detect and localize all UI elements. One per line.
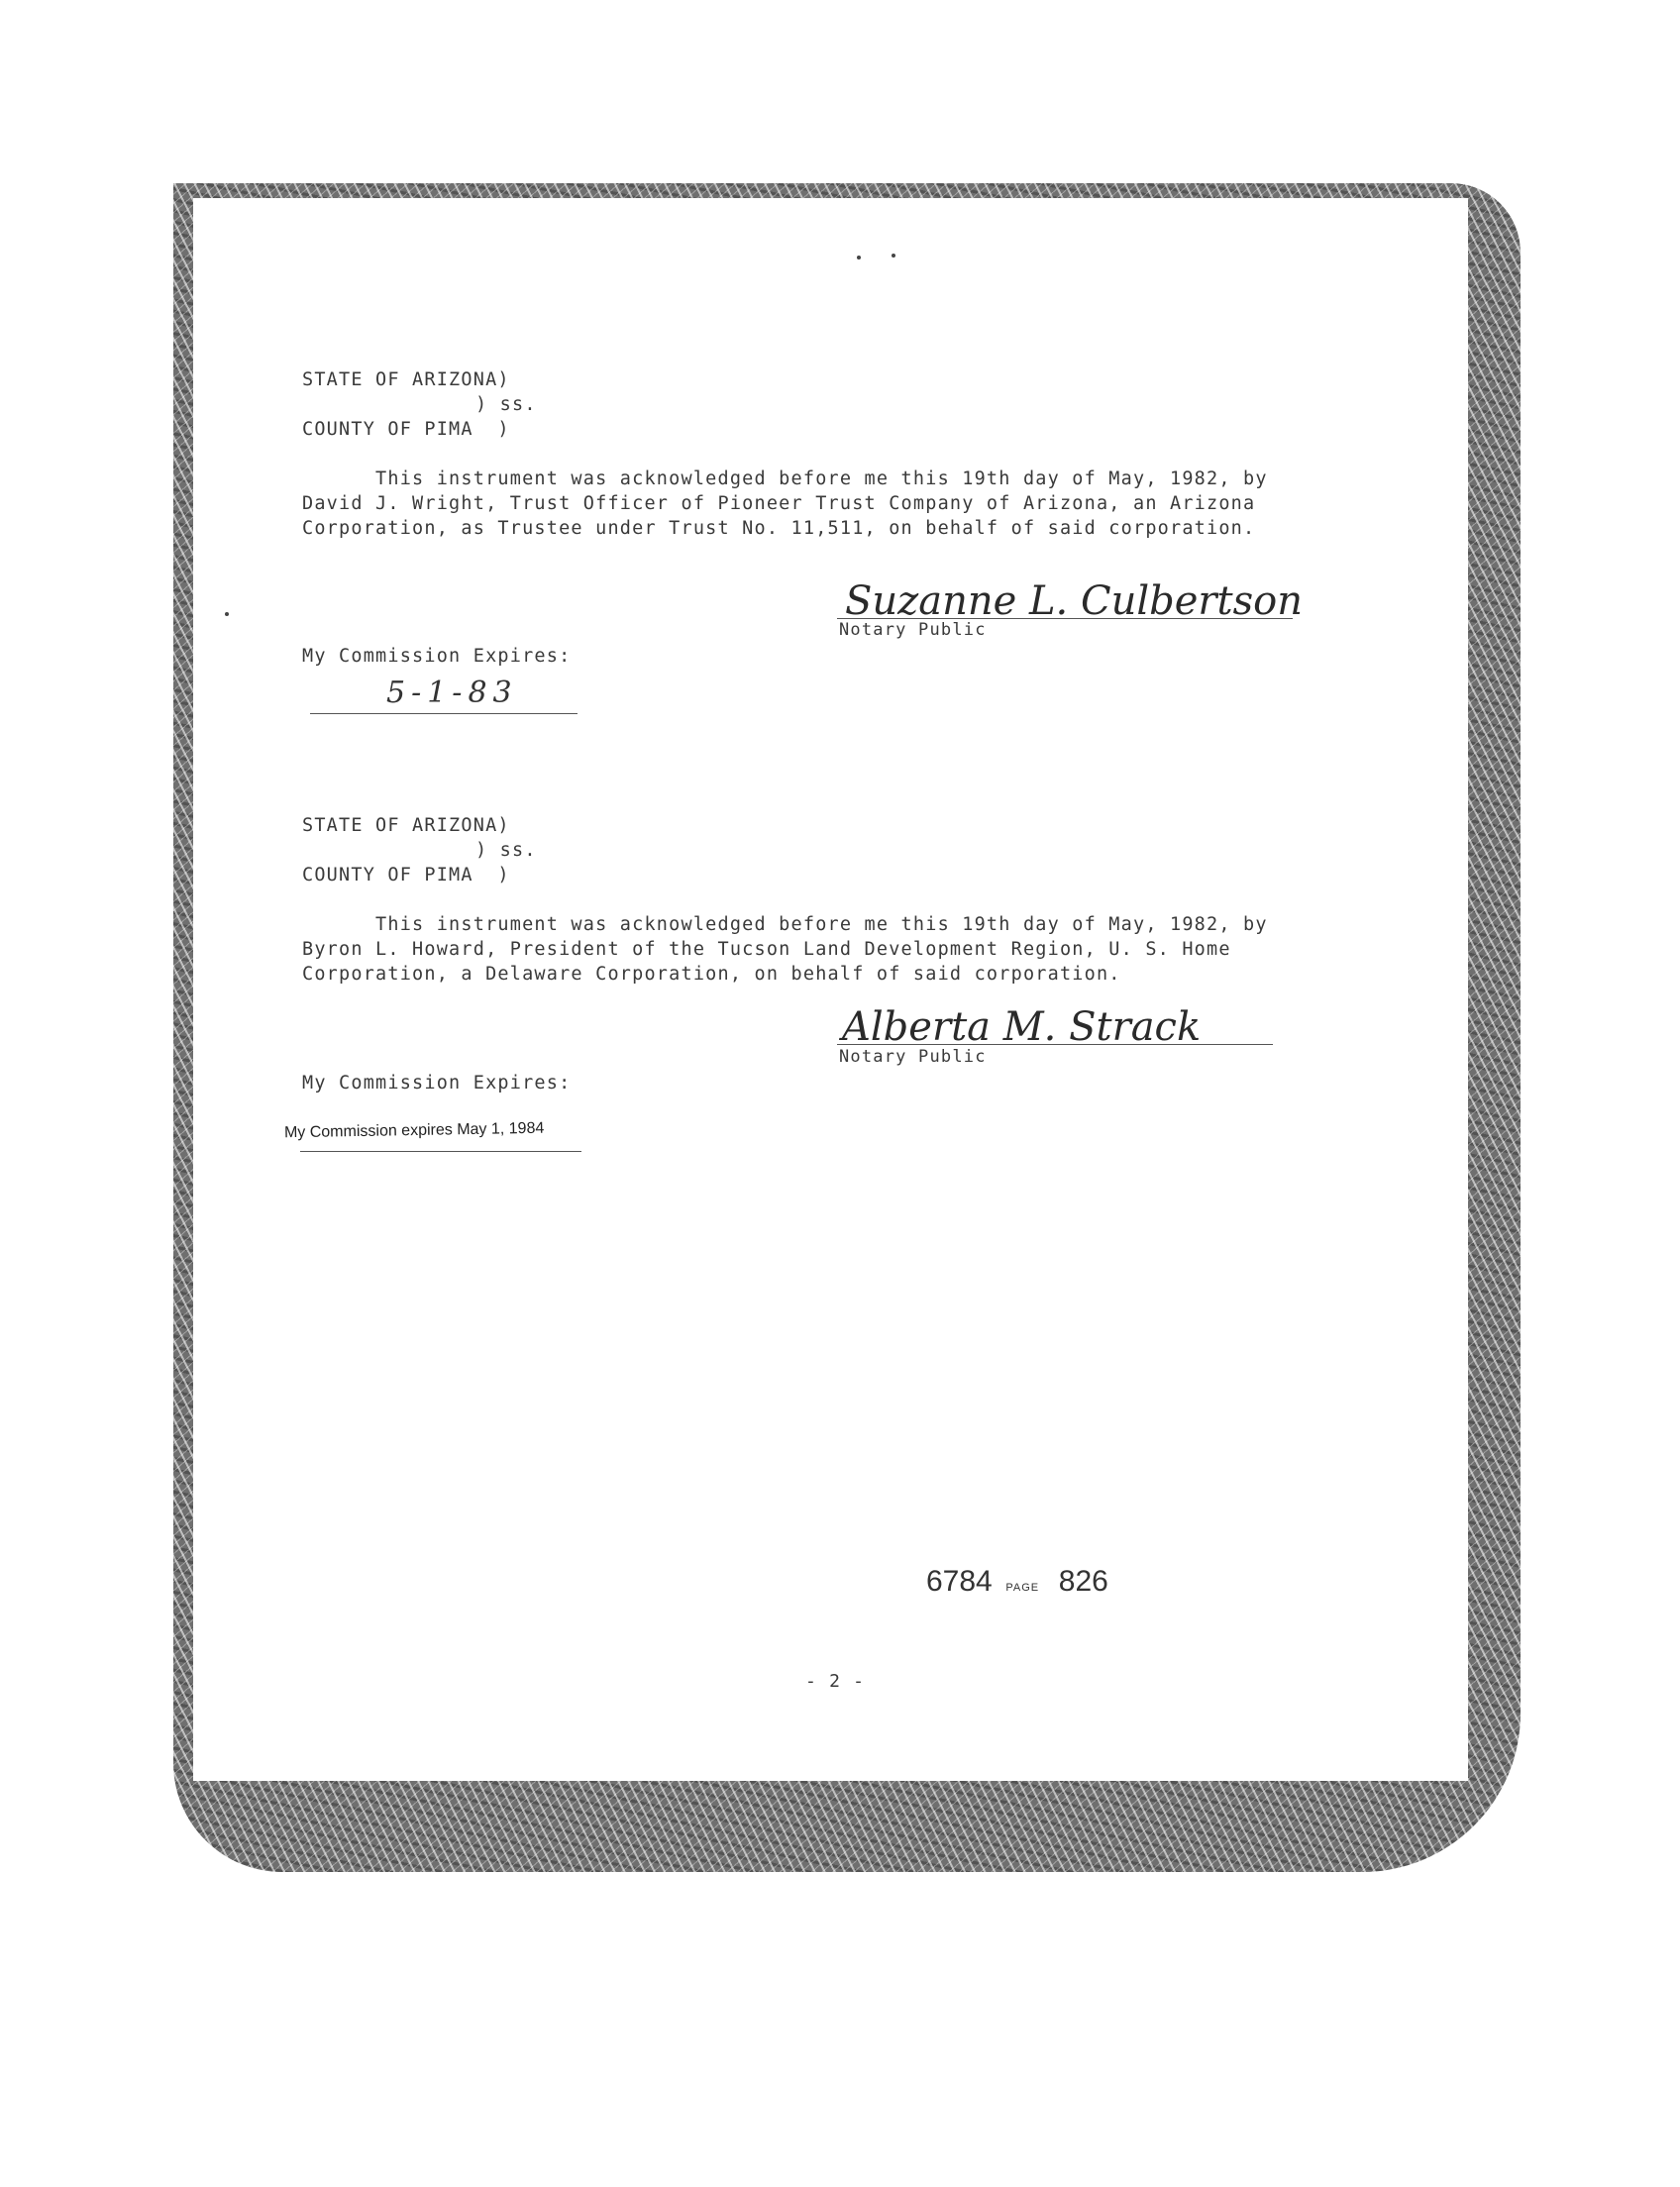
page-number-recorded: 826 bbox=[1058, 1565, 1108, 1598]
acknowledgment-line: David J. Wright, Trust Officer of Pioneer Trust Company of Arizona, an Arizona bbox=[302, 493, 1256, 514]
venue-state: STATE OF ARIZONA) bbox=[302, 815, 510, 836]
commission-line bbox=[300, 1151, 581, 1152]
signature-line bbox=[837, 618, 1293, 619]
recording-stamp bbox=[926, 1565, 1108, 1599]
stray-mark bbox=[225, 612, 229, 616]
notary-signature: Alberta M. Strack bbox=[842, 1004, 1202, 1050]
venue-county: COUNTY OF PIMA ) bbox=[302, 419, 510, 440]
commission-line bbox=[310, 713, 578, 714]
acknowledgment-line: This instrument was acknowledged before me this 19th day of May, 1982, by bbox=[302, 914, 1268, 935]
venue-ss: ) ss. bbox=[475, 394, 537, 415]
acknowledgment-line: This instrument was acknowledged before me this 19th day of May, 1982, by bbox=[302, 469, 1268, 489]
commission-stamp: My Commission expires May 1, 1984 bbox=[283, 1119, 545, 1142]
venue-state: STATE OF ARIZONA) bbox=[302, 369, 510, 390]
signature-line bbox=[837, 1044, 1273, 1045]
page-number: - 2 - bbox=[805, 1671, 866, 1692]
book-number: 6784 bbox=[926, 1565, 993, 1598]
acknowledgment-line: Corporation, a Delaware Corporation, on behalf of said corporation. bbox=[302, 964, 1121, 985]
commission-date: 5-1-83 bbox=[386, 676, 518, 710]
document-page bbox=[193, 198, 1468, 1781]
notary-signature: Suzanne L. Culbertson bbox=[845, 578, 1303, 624]
commission-label: My Commission Expires: bbox=[302, 646, 572, 667]
stray-mark bbox=[857, 256, 861, 260]
notary-label: Notary Public bbox=[839, 1047, 987, 1067]
acknowledgment-line: Byron L. Howard, President of the Tucson Land Development Region, U. S. Home bbox=[302, 939, 1231, 960]
page-label: PAGE bbox=[1005, 1582, 1040, 1594]
acknowledgment-line: Corporation, as Trustee under Trust No. 11,511, on behalf of said corporation. bbox=[302, 518, 1256, 539]
commission-label: My Commission Expires: bbox=[302, 1073, 572, 1094]
venue-ss: ) ss. bbox=[475, 840, 537, 861]
venue-county: COUNTY OF PIMA ) bbox=[302, 865, 510, 885]
notary-label: Notary Public bbox=[839, 620, 987, 640]
stray-mark bbox=[892, 254, 895, 258]
